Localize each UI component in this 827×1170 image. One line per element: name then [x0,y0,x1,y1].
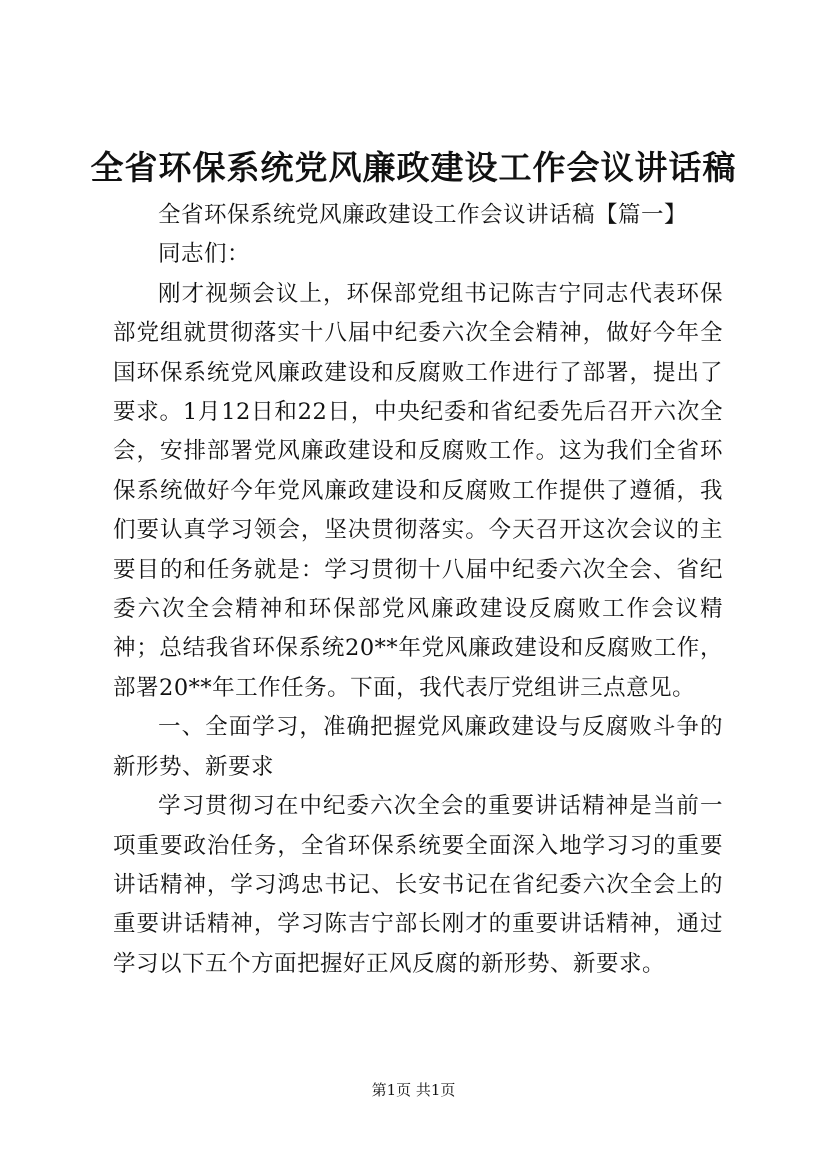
document-body [113,196,723,984]
page-footer: 第1页 共1页 [371,1081,456,1099]
document-title: 全省环保系统党风廉政建设工作会议讲话稿 [90,148,737,187]
point-heading: 一、全面学习，准确把握党风廉政建设与反腐败斗争的新形势、新要求 [113,714,723,780]
body-paragraph: 刚才视频会议上，环保部党组书记陈吉宁同志代表环保部党组就贯彻落实十八届中纪委六次全会精神，做好今年全国环保系统党风廉政建设和反腐败工作进行了部署，提出了要求。1月12日和22日，中央纪委和省纪委先后召开六次全会，安排部署党风廉政建设和反腐败工作。这为我们全省环保系统做好今年党风廉政建设和反腐败工作提供了遵循，我们要认真学习领会，坚决贯彻落实。今天召开这次会议的主要目的和任务就是：学习贯彻十八届中纪委六次全会、省纪委六次全会精神和环保部党风廉政建设反腐败工作会议精神；总结我省环保系统20**年党风廉政建设和反腐败工作，部署20**年工作任务。下面，我代表厅党组讲三点意见。 [113,280,723,701]
salutation: 同志们： [158,241,251,268]
body-paragraph: 学习贯彻习在中纪委六次全会的重要讲话精神是当前一项重要政治任务，全省环保系统要全面深入地学习习的重要讲话精神，学习鸿忠书记、长安书记在省纪委六次全会上的重要讲话精神，学习陈吉宁部长刚才的重要讲话精神，通过学习以下五个方面把握好正风反腐的新形势、新要求。 [113,793,723,977]
section-heading: 全省环保系统党风廉政建设工作会议讲话稿【篇一】 [158,202,688,228]
